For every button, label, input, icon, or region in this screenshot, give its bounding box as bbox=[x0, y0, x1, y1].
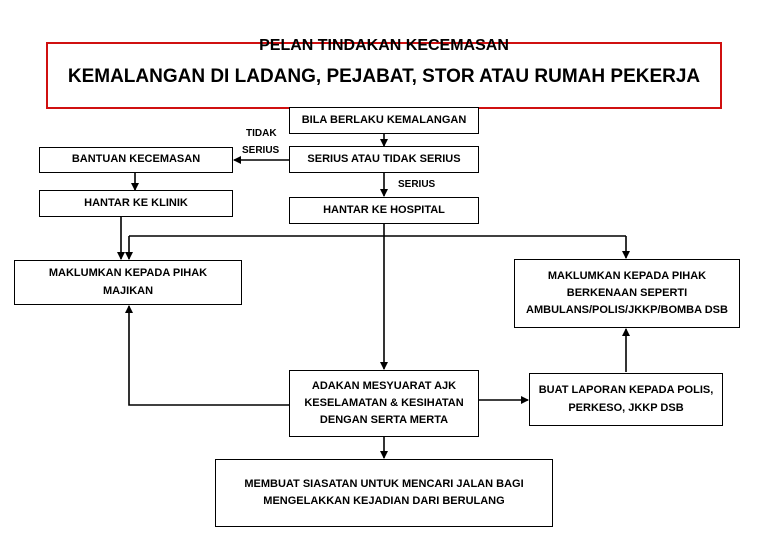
node-buat-laporan: BUAT LAPORAN KEPADA POLIS, PERKESO, JKKP DSB bbox=[529, 373, 723, 426]
node-hantar-ke-hospital: HANTAR KE HOSPITAL bbox=[289, 197, 479, 224]
node-adakan-mesyuarat-ajk: ADAKAN MESYUARAT AJK KESELAMATAN & KESIHATAN DENGAN SERTA MERTA bbox=[289, 370, 479, 437]
title-line-1: PELAN TINDAKAN KECEMASAN bbox=[259, 37, 509, 54]
node-maklumkan-pihak-berkenaan: MAKLUMKAN KEPADA PIHAK BERKENAAN SEPERTI AMBULANS/POLIS/JKKP/BOMBA DSB bbox=[514, 259, 740, 328]
node-serius-atau-tidak-serius: SERIUS ATAU TIDAK SERIUS bbox=[289, 146, 479, 173]
node-bila-berlaku-kemalangan: BILA BERLAKU KEMALANGAN bbox=[289, 107, 479, 134]
node-hantar-ke-klinik: HANTAR KE KLINIK bbox=[39, 190, 233, 217]
title-box bbox=[46, 37, 722, 109]
edge-label-serius-down: SERIUS bbox=[398, 179, 436, 190]
edge-label-tidak: TIDAK bbox=[246, 128, 277, 139]
node-maklumkan-pihak-majikan: MAKLUMKAN KEPADA PIHAK MAJIKAN bbox=[14, 260, 242, 305]
node-membuat-siasatan: MEMBUAT SIASATAN UNTUK MENCARI JALAN BAGI MENGELAKKAN KEJADIAN DARI BERULANG bbox=[215, 459, 553, 527]
title-line-2: KEMALANGAN DI LADANG, PEJABAT, STOR ATAU RUMAH PEKERJA bbox=[67, 66, 701, 87]
node-bantuan-kecemasan: BANTUAN KECEMASAN bbox=[39, 147, 233, 173]
arrow-mesyuarat-to-majikan bbox=[129, 306, 289, 405]
edge-label-serius-left: SERIUS bbox=[242, 145, 280, 156]
